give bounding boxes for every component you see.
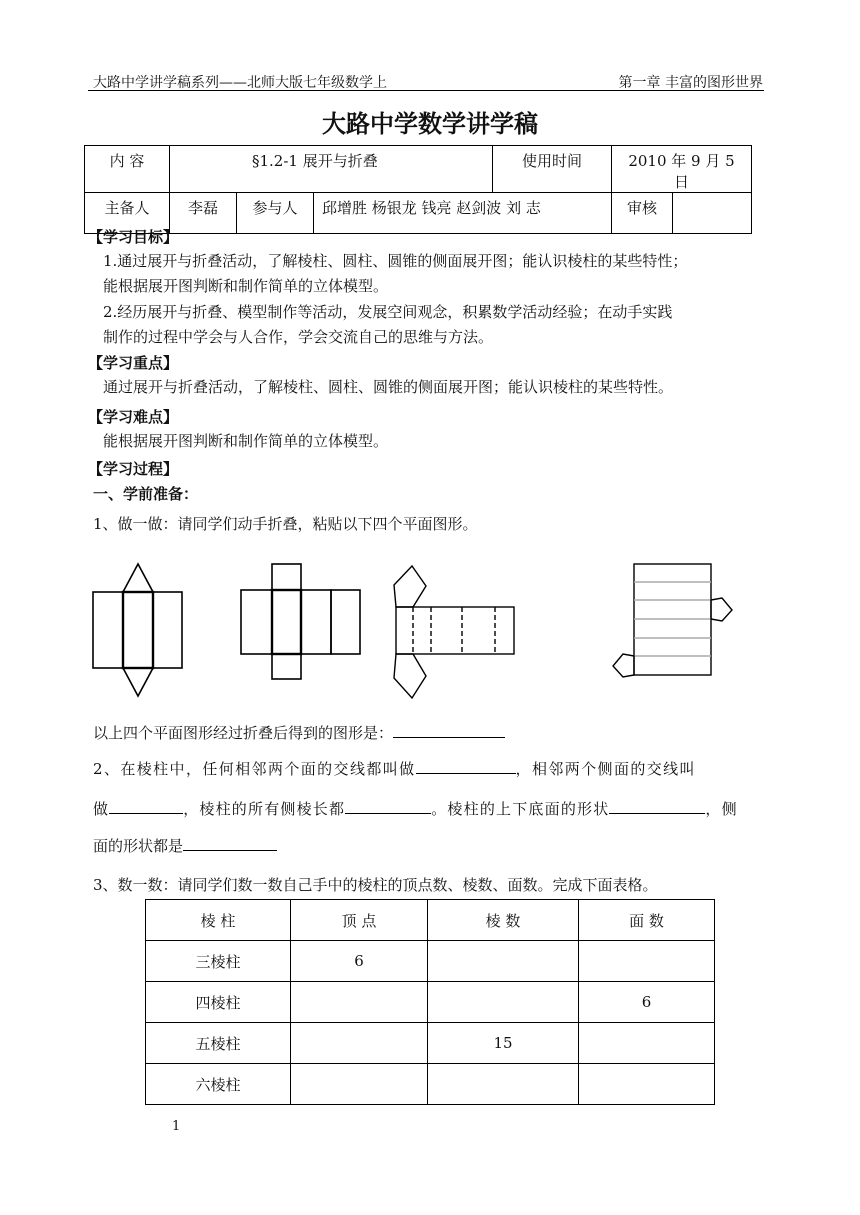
edges-cell[interactable] [428, 982, 579, 1023]
prism-name-cell: 六棱柱 [146, 1064, 291, 1105]
table-row [146, 982, 715, 1023]
content-value: §1.2-1 展开与折叠 [170, 146, 493, 193]
net1-right-face [153, 592, 182, 668]
net3-bottom-pentagon [394, 654, 426, 698]
net2-face-2 [272, 590, 301, 654]
preparer-value: 李磊 [170, 193, 237, 234]
side-face-shape-blank[interactable] [183, 832, 277, 851]
goal-1-line-1: 1.通过展开与折叠活动，了解棱柱、圆柱、圆锥的侧面展开图；能认识棱柱的某些特性； [103, 252, 688, 270]
question-1: 1、做一做：请同学们动手折叠，粘贴以下四个平面图形。 [93, 515, 478, 533]
process-heading: 【学习过程】 [88, 460, 179, 478]
table-header-row [146, 900, 715, 941]
prism-count-table [145, 899, 715, 1105]
faces-cell[interactable] [579, 1023, 715, 1064]
vertices-cell[interactable]: 6 [291, 941, 428, 982]
net4-left-hexagon [613, 654, 634, 677]
net2-top-face [272, 564, 301, 590]
time-label: 使用时间 [493, 146, 612, 193]
column-header: 棱 数 [428, 900, 579, 941]
net3-rectangle [396, 607, 514, 654]
key-points-heading: 【学习重点】 [88, 354, 179, 372]
page-number: 1 [172, 1119, 181, 1134]
edges-cell[interactable] [428, 1064, 579, 1105]
participants-value: 邱增胜 杨银龙 钱亮 赵剑波 刘 志 [314, 193, 612, 234]
faces-cell[interactable] [579, 941, 715, 982]
section-1-heading: 一、学前准备： [93, 485, 199, 503]
question-1-answer-prompt: 以上四个平面图形经过折叠后得到的图形是： [93, 724, 394, 742]
faces-cell[interactable]: 6 [579, 982, 715, 1023]
table-row [146, 1064, 715, 1105]
question-2-line-1 [93, 755, 696, 783]
content-label: 内 容 [85, 146, 170, 193]
prism-name-cell: 三棱柱 [146, 941, 291, 982]
question-2-part-6: ，侧 [705, 800, 738, 818]
question-2-part-3: 做 [93, 800, 110, 818]
net2-face-1 [241, 590, 272, 654]
edges-cell[interactable]: 15 [428, 1023, 579, 1064]
net1-top-triangle [123, 564, 153, 592]
header-left: 大路中学讲学稿系列——北师大版七年级数学上 [93, 75, 387, 91]
goals-heading: 【学习目标】 [88, 228, 179, 246]
preparer-label: 主备人 [85, 193, 170, 234]
goal-1-line-2: 能根据展开图判断和制作简单的立体模型。 [103, 277, 389, 295]
net1-left-face [93, 592, 123, 668]
prism-name-cell: 五棱柱 [146, 1023, 291, 1064]
question-2-part-7: 面的形状都是 [93, 837, 184, 855]
edge-term-blank[interactable] [416, 755, 516, 774]
question-2-line-2 [93, 795, 738, 823]
question-2-line-3 [93, 832, 277, 860]
hexagonal-prism-net [613, 564, 732, 677]
triangular-prism-net [93, 564, 182, 696]
question-2-part-4: ，棱柱的所有侧棱长都 [183, 800, 346, 818]
faces-cell[interactable] [579, 1064, 715, 1105]
net2-face-3 [301, 590, 331, 654]
cube-net [241, 564, 360, 679]
review-label: 审核 [612, 193, 673, 234]
question-1-answer-blank[interactable] [393, 719, 505, 738]
net4-right-hexagon [711, 598, 732, 621]
column-header: 棱 柱 [146, 900, 291, 941]
vertices-cell[interactable] [291, 982, 428, 1023]
prism-name-cell: 四棱柱 [146, 982, 291, 1023]
table-row [146, 1023, 715, 1064]
net2-face-4 [331, 590, 360, 654]
edges-cell[interactable] [428, 941, 579, 982]
key-points-text: 通过展开与折叠活动，了解棱柱、圆柱、圆锥的侧面展开图；能认识棱柱的某些特性。 [103, 378, 674, 396]
difficulties-heading: 【学习难点】 [88, 408, 179, 426]
question-2-part-1: 2、在棱柱中，任何相邻两个面的交线都叫做 [93, 760, 416, 778]
net1-middle-face [123, 592, 153, 668]
time-value: 2010 年 9 月 5 日 [612, 146, 752, 193]
lateral-edge-length-blank[interactable] [345, 795, 431, 814]
net1-bottom-triangle [123, 668, 153, 696]
page-title: 大路中学数学讲学稿 [322, 110, 538, 138]
column-header: 顶 点 [291, 900, 428, 941]
vertices-cell[interactable] [291, 1023, 428, 1064]
net3-top-pentagon [394, 566, 426, 607]
header-right: 第一章 丰富的图形世界 [618, 75, 763, 91]
base-shape-blank[interactable] [609, 795, 705, 814]
participants-label: 参与人 [237, 193, 314, 234]
table-row [146, 941, 715, 982]
goal-2-line-1: 2.经历展开与折叠、模型制作等活动，发展空间观念，积累数学活动经验；在动手实践 [103, 303, 673, 321]
difficulties-text: 能根据展开图判断和制作简单的立体模型。 [103, 432, 389, 450]
net2-bottom-face [272, 654, 301, 679]
vertices-cell[interactable] [291, 1064, 428, 1105]
question-2-part-2: ，相邻两个侧面的交线叫 [515, 760, 696, 778]
question-3: 3、数一数：请同学们数一数自己手中的棱柱的顶点数、棱数、面数。完成下面表格。 [93, 876, 658, 894]
question-2-part-5: 。棱柱的上下底面的形状 [431, 800, 610, 818]
question-1-answer-line [93, 719, 505, 747]
goal-2-line-2: 制作的过程中学会与人合作，学会交流自己的思维与方法。 [103, 328, 494, 346]
column-header: 面 数 [579, 900, 715, 941]
lateral-edge-term-blank[interactable] [109, 795, 183, 814]
pentagonal-prism-net [394, 566, 514, 698]
